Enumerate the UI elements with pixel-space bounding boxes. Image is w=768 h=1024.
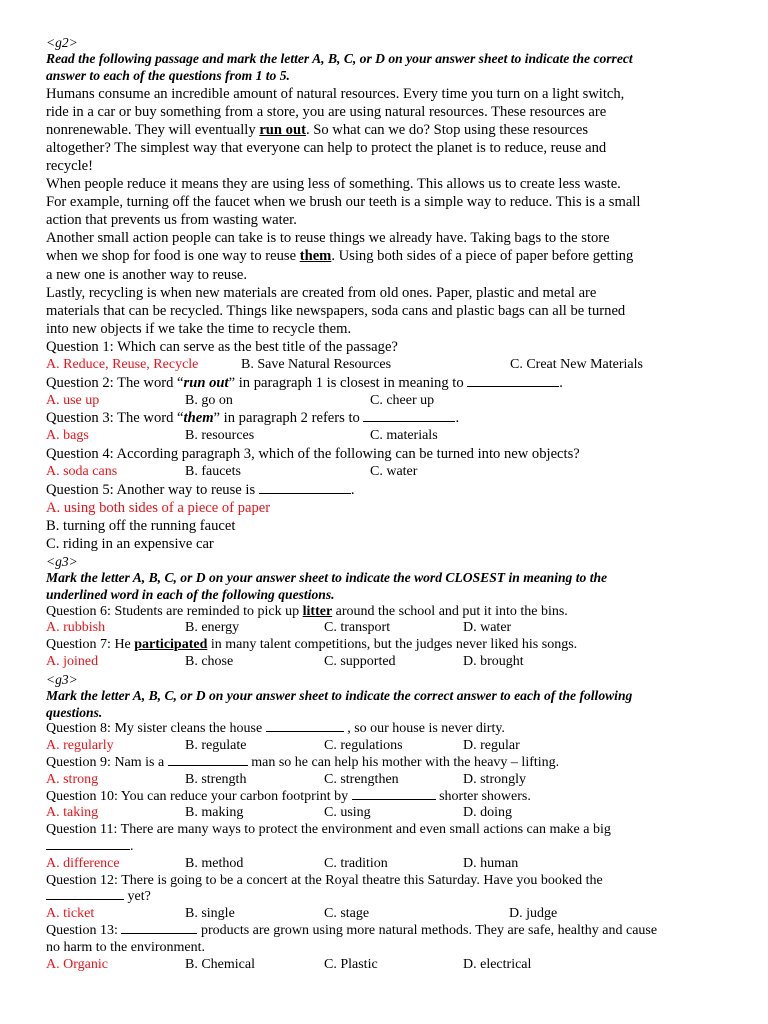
option-c[interactable]: C. cheer up <box>370 392 435 408</box>
question-9 <box>46 755 736 772</box>
question-text: yet? <box>127 889 151 905</box>
option-c[interactable]: C. Plastic <box>324 956 378 972</box>
question-8-options <box>46 738 736 755</box>
passage-line: into new objects if we take the time to recycle them. <box>46 320 352 337</box>
question-text: Question 13: <box>46 922 118 938</box>
g3-instruction-line2: questions. <box>46 704 103 720</box>
option-b[interactable]: B. resources <box>185 428 255 444</box>
question-2-options <box>46 392 736 410</box>
question-12: Question 12: There is going to be a concert at the Royal theatre this Saturday. Have you booked the <box>46 872 603 888</box>
question-12-continued <box>46 889 736 906</box>
question-text: man so he can help his mother with the heavy – lifting. <box>251 755 560 770</box>
option-c[interactable]: C. transport <box>324 620 391 636</box>
g3-instruction-line1: Mark the letter A, B, C, or D on your answer sheet to indicate the correct answer to each of the following <box>46 687 633 703</box>
option-b[interactable]: B. energy <box>185 620 240 636</box>
question-11-continued <box>46 839 736 856</box>
question-12-options <box>46 906 736 923</box>
option-d[interactable]: D. human <box>463 855 519 871</box>
question-text: . <box>455 410 460 427</box>
question-text: around the school and put it into the bins. <box>332 603 568 619</box>
question-1-options <box>46 356 736 374</box>
question-text: Question 5: Another way to reuse is <box>46 481 256 498</box>
option-b[interactable]: B. method <box>185 855 244 871</box>
passage-line: For example, turning off the faucet when we brush our teeth is a simple way to reduce. This is a small <box>46 194 641 211</box>
question-text: products are grown using more natural methods. They are safe, healthy and cause <box>200 922 658 938</box>
option-c[interactable]: C. Creat New Materials <box>510 357 643 372</box>
passage-line: action that prevents us from wasting water. <box>46 212 297 229</box>
worksheet-page <box>46 34 736 973</box>
question-7-options <box>46 654 736 671</box>
answer-blank <box>259 483 351 494</box>
option-c[interactable]: C. water <box>370 464 418 480</box>
passage-line <box>46 121 736 139</box>
question-10 <box>46 789 736 806</box>
question-3-options <box>46 427 736 445</box>
answer-blank <box>46 839 130 850</box>
question-11: Question 11: There are many ways to protect the environment and even small actions can make a big <box>46 822 611 838</box>
quoted-word: them <box>183 410 214 427</box>
passage-line: Another small action people can take is to reuse things we already have. Taking bags to the store <box>46 230 610 247</box>
passage-line: Lastly, recycling is when new materials are created from old ones. Paper, plastic and metal are <box>46 284 597 301</box>
answer-blank <box>363 411 455 422</box>
option-b[interactable]: B. single <box>185 906 235 922</box>
option-b[interactable]: B. Save Natural Resources <box>241 357 392 372</box>
option-c[interactable]: C. tradition <box>324 855 388 871</box>
passage-line: ride in a car or buy something from a store, you are using natural resources. These resources are <box>46 103 607 120</box>
answer-blank <box>168 755 248 766</box>
question-text: Question 9: Nam is a <box>46 755 165 770</box>
answer-blank <box>121 923 197 934</box>
option-c[interactable]: C. riding in an expensive car <box>46 535 214 552</box>
passage-line <box>46 247 736 265</box>
option-a[interactable]: A. Reduce, Reuse, Recycle <box>46 357 199 372</box>
reading-passage <box>46 85 736 338</box>
question-text: Question 10: You can reduce your carbon footprint by <box>46 788 349 804</box>
option-b[interactable]: B. chose <box>185 654 234 670</box>
answer-blank <box>467 376 559 387</box>
group-tag-g3: <g3> <box>46 554 78 570</box>
question-text: Question 8: My sister cleans the house <box>46 721 263 737</box>
option-b[interactable]: B. Chemical <box>185 956 255 972</box>
passage-line: Humans consume an incredible amount of natural resources. Every time you turn on a light switch, <box>46 85 625 102</box>
passage-text: when we shop for food is one way to reuse <box>46 248 300 265</box>
option-d[interactable]: D. brought <box>463 654 524 670</box>
group-tag-g2: <g2> <box>46 35 78 50</box>
question-10-options <box>46 805 736 822</box>
option-a[interactable]: A. regularly <box>46 738 114 754</box>
passage-line: recycle! <box>46 157 93 174</box>
passage-text: . So what can we do? Stop using these resources <box>305 121 589 138</box>
question-8 <box>46 721 736 738</box>
passage-line: altogether? The simplest way that everyone can help to protect the planet is to reduce, reuse and <box>46 139 607 156</box>
passage-instruction-line2: answer to each of the questions from 1 to 5. <box>46 67 290 83</box>
option-a[interactable]: A. joined <box>46 654 99 670</box>
passage-instruction-line1: Read the following passage and mark the letter A, B, C, or D on your answer sheet to indicate the correct <box>46 51 633 66</box>
question-13-continued: no harm to the environment. <box>46 939 206 955</box>
option-b[interactable]: B. faucets <box>185 464 241 480</box>
passage-text: nonrenewable. They will eventually <box>46 121 260 138</box>
question-13 <box>46 923 736 940</box>
passage-line: a new one is another way to reuse. <box>46 266 247 283</box>
passage-text: . Using both sides of a piece of paper before getting <box>331 248 634 265</box>
question-5 <box>46 481 736 499</box>
passage-line: When people reduce it means they are using less of something. This allows us to create less waste. <box>46 176 621 193</box>
question-text: ” in paragraph 2 refers to <box>213 410 360 427</box>
option-a[interactable]: A. Organic <box>46 956 108 972</box>
underlined-word-litter: litter <box>302 603 333 619</box>
option-b[interactable]: B. regulate <box>185 738 247 754</box>
option-c[interactable]: C. using <box>324 805 371 821</box>
question-text: Question 3: The word “ <box>46 410 184 427</box>
option-a[interactable]: A. rubbish <box>46 620 106 636</box>
option-a[interactable]: A. using both sides of a piece of paper <box>46 499 271 516</box>
option-b[interactable]: B. go on <box>185 392 233 408</box>
question-text: Question 2: The word “ <box>46 374 184 391</box>
option-c[interactable]: C. strengthen <box>324 771 399 787</box>
option-a[interactable]: A. use up <box>46 392 100 408</box>
option-d[interactable]: D. water <box>463 620 512 636</box>
g3-instruction-line2: underlined word in each of the following questions. <box>46 586 335 602</box>
option-a[interactable]: A. taking <box>46 805 99 821</box>
question-text: in many talent competitions, but the judges never liked his songs. <box>207 637 578 653</box>
question-9-options <box>46 772 736 789</box>
option-d[interactable]: D. judge <box>509 906 558 922</box>
option-c[interactable]: C. supported <box>324 654 396 670</box>
option-b[interactable]: B. making <box>185 805 244 821</box>
quoted-word: run out <box>183 374 229 391</box>
option-a[interactable]: A. soda cans <box>46 464 118 480</box>
option-c[interactable]: C. regulations <box>324 738 403 754</box>
underlined-word-participated: participated <box>134 637 208 653</box>
option-d[interactable]: D. electrical <box>463 956 532 972</box>
question-6-options <box>46 620 736 637</box>
option-d[interactable]: D. doing <box>463 805 512 821</box>
question-text: Question 6: Students are reminded to pick up <box>46 603 303 619</box>
underlined-word-them: them <box>299 248 332 265</box>
question-2 <box>46 374 736 392</box>
question-3 <box>46 409 736 427</box>
question-13-options <box>46 957 736 974</box>
option-a[interactable]: A. strong <box>46 771 99 787</box>
question-11-options <box>46 856 736 873</box>
question-text: shorter showers. <box>439 788 531 804</box>
answer-blank <box>46 889 124 900</box>
answer-blank <box>266 721 344 732</box>
answer-blank <box>352 789 436 800</box>
passage-line: materials that can be recycled. Things like newspapers, soda cans and plastic bags can all be turned <box>46 302 626 319</box>
option-c[interactable]: C. stage <box>324 906 370 922</box>
option-c[interactable]: C. materials <box>370 428 438 444</box>
option-a[interactable]: A. ticket <box>46 906 95 922</box>
question-7 <box>46 637 736 654</box>
option-b[interactable]: B. turning off the running faucet <box>46 517 236 534</box>
question-text: . <box>559 374 563 391</box>
underlined-word-run-out: run out <box>259 121 306 138</box>
question-6 <box>46 604 736 621</box>
question-text: . <box>350 481 355 498</box>
question-text: , so our house is never dirty. <box>347 721 505 737</box>
question-1: Question 1: Which can serve as the best title of the passage? <box>46 338 398 355</box>
option-d[interactable]: D. strongly <box>463 771 526 787</box>
option-a[interactable]: A. bags <box>46 428 89 444</box>
question-4: Question 4: According paragraph 3, which of the following can be turned into new objects? <box>46 445 580 462</box>
question-text: ” in paragraph 1 is closest in meaning to <box>228 374 464 391</box>
option-a[interactable]: A. difference <box>46 855 120 871</box>
question-text: . <box>130 838 134 854</box>
question-text: Question 7: He <box>46 637 135 653</box>
option-d[interactable]: D. regular <box>463 738 520 754</box>
option-b[interactable]: B. strength <box>185 771 247 787</box>
group-tag-g3: <g3> <box>46 671 78 687</box>
g3-instruction-line1: Mark the letter A, B, C, or D on your answer sheet to indicate the word CLOSEST in meaning to the <box>46 570 608 586</box>
question-4-options <box>46 463 736 481</box>
